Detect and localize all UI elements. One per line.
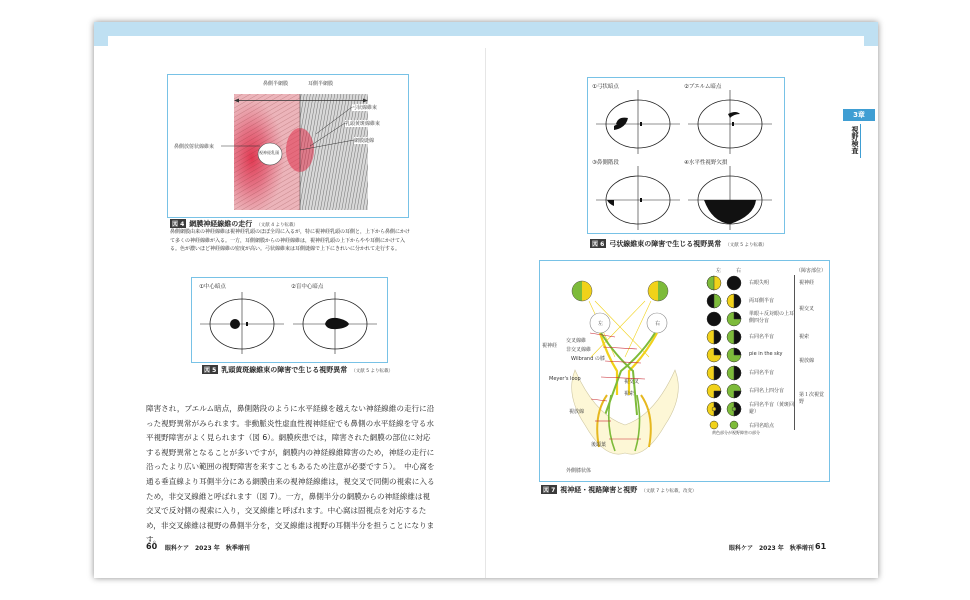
fig7-deficit-8: 右同名半盲（黄斑回避） (749, 402, 795, 415)
fig6-panel1-label: ①弓状暗点 (592, 84, 619, 90)
figure-7-number: 図 7 (543, 487, 556, 494)
fig7-deficit-6: 右同名半盲 (749, 370, 775, 376)
fig5-cecocentral-scotoma-field (289, 290, 381, 356)
label-disc: 視神経乳頭 (259, 150, 279, 155)
fig7-pathway-diagram (545, 275, 705, 475)
fig7-label-chiasm: 視交叉 (624, 379, 640, 385)
fig7-label-tract: 視索 (624, 391, 635, 397)
fig7-deficit-2: 両耳側半盲 (749, 298, 775, 304)
fig7-right-header: 右 (736, 268, 742, 274)
chapter-tab-line (860, 124, 861, 158)
chapter-tab-number: 3章 (843, 109, 875, 121)
fig5-panel2-label: ②盲中心暗点 (291, 284, 324, 290)
page-number-right: 61 (815, 542, 827, 551)
figure-4-divider-arrow (234, 88, 368, 92)
fig7-label-cortex: 後頭葉 (591, 442, 607, 448)
fig5-panel1-label: ①中心暗点 (199, 284, 226, 290)
fig7-site-1: 視神経 (799, 280, 815, 286)
fig7-left-header: 左 (716, 268, 722, 274)
label-nasal-retina: 鼻側半網膜 (263, 81, 289, 87)
fig6-panel2-label: ②ブエルム暗点 (684, 84, 722, 90)
fig7-label-crossed: 交叉線維 (566, 338, 587, 344)
journal-footer-left: 眼科ケア 2023 年 秋季増刊 (165, 545, 250, 552)
chapter-tab-title: 視野検査 (851, 126, 859, 154)
fig5-central-scotoma-field (196, 290, 288, 356)
fig6-panel4-label: ④水平性視野欠損 (684, 160, 728, 166)
page-number-left: 60 (146, 542, 158, 551)
fig7-label-meyer: Meyer's loop (549, 376, 581, 382)
label-papillomacular: 乳頭黄斑線維束 (345, 121, 381, 127)
fig7-site-header: （障害部位） (796, 268, 827, 274)
fig6-nasal-step-field (592, 164, 684, 232)
label-raphe: 網膜縫線 (354, 138, 375, 144)
figure-4-source: （文献 4 より転載） (256, 223, 298, 228)
fig6-panel3-label: ③鼻側階段 (592, 160, 619, 166)
fig7-site-5: 第１次視覚野 (799, 392, 825, 405)
fig7-eye-right: 右 (655, 321, 661, 327)
figure-4-title: 網膜神経線維の走行 (189, 220, 253, 228)
figure-6-number: 図 6 (592, 241, 605, 248)
label-temporal-retina: 耳側半網膜 (308, 81, 334, 87)
fig7-site-bracket (794, 275, 799, 430)
figure-6-caption (590, 239, 767, 249)
top-page-margin (108, 36, 864, 48)
figure-5-title: 乳頭黄斑線維束の障害で生じる視野異常 (221, 366, 348, 374)
figure-7-title: 視神経・視路障害と視野 (560, 486, 638, 494)
label-nasal-radial: 鼻側放射状線維束 (174, 144, 215, 150)
fig7-deficit-3: 単眼＋反対眼の上耳側四分盲 (749, 311, 795, 324)
fig7-label-optic-nerve: 視神経 (542, 343, 558, 349)
label-arcuate: 弓状線維束 (352, 105, 378, 111)
fig7-deficit-7: 右同名上四分盲 (749, 388, 785, 394)
page-gutter (485, 48, 486, 578)
fig7-label-radiation: 視放線 (569, 409, 585, 415)
figure-5-source: （文献 5 より転載） (351, 369, 393, 374)
fig7-site-2: 視交叉 (799, 306, 815, 312)
fig6-arcuate-field (592, 88, 684, 156)
fig7-deficit-9: 右同名暗点 (749, 423, 775, 429)
body-text: 障害され，ブエルム暗点，鼻側階段のように水平経線を越えない神経線維の走行に沿った視野異常がみられます。非動脈炎性虚血性視神経症でも鼻側の水平経線を守る水平視野障害がよく見られます（図 6）。網膜疾患では，障害された網膜の部位に対応する視野異常となることが多いですが，網膜内の神経線維障害のため，神経の走行に沿ったより広い範囲の視野障害を来すこともあるため注意が必要です５）。 中心窩を通る垂直線より耳側半分にある網膜由来の視神経線維は，視交叉で同側の視索に入るため，非交叉線維と呼ばれます（図 7）。一方，鼻側半分の網膜からの神経線維は視交叉で反対側の視索に入り，交叉線維と呼ばれます。中心窩は固視点を対応するため，非交叉線維は視野の鼻側半分を，交叉線維は視野の耳側半分を担うことになります。 (146, 404, 435, 545)
fig6-bjerrum-field (684, 88, 776, 156)
fig6-altitudinal-field (684, 164, 776, 232)
fig7-deficit-4: 右同名半盲 (749, 334, 775, 340)
figure-4-number: 図 4 (172, 221, 185, 228)
fig7-eye-left: 左 (598, 321, 604, 327)
figure-4-leaders (220, 100, 360, 160)
fig7-deficit-5: pie in the sky (749, 351, 783, 357)
journal-footer-right: 眼科ケア 2023 年 秋季増刊 (729, 545, 814, 552)
fig7-label-lgn: 外側膝状体 (566, 468, 592, 474)
figure-5-caption (202, 365, 393, 375)
figure-6-source: （文献 5 より転載） (725, 243, 767, 248)
figure-5-number: 図 5 (204, 367, 217, 374)
figure-7-caption (541, 485, 697, 495)
fig7-site-3: 視索 (799, 334, 810, 340)
fig7-footnote: 黄色部分が視野障害の部分 (712, 430, 760, 435)
figure-7-source: （文献 7 より転載，改変） (641, 489, 697, 494)
fig7-deficit-circles (704, 275, 748, 430)
fig7-deficit-1: 右眼失明 (749, 280, 770, 286)
figure-6-title: 弓状線維束の障害で生じる視野異常 (609, 240, 722, 248)
figure-4-description: 鼻側網膜由来の神経線維は視神経乳頭のほぼ全周に入るが，特に視神経乳頭の耳側と，上下から鼻側にかけて多くの神経線維が入る。一方，耳側網膜からの神経線維は，視神経乳頭の上下からやや耳側にかけて入る。色が濃いほど神経線維の密度が高い。弓状線維束は耳側縫線で上下にきれいに分かれて走行する。 (170, 229, 411, 252)
fig7-label-wilbrand: Wilbrand の膝 (571, 356, 605, 362)
fig7-site-4: 視放線 (799, 358, 815, 364)
fig7-label-uncrossed: 非交叉線維 (566, 347, 592, 353)
